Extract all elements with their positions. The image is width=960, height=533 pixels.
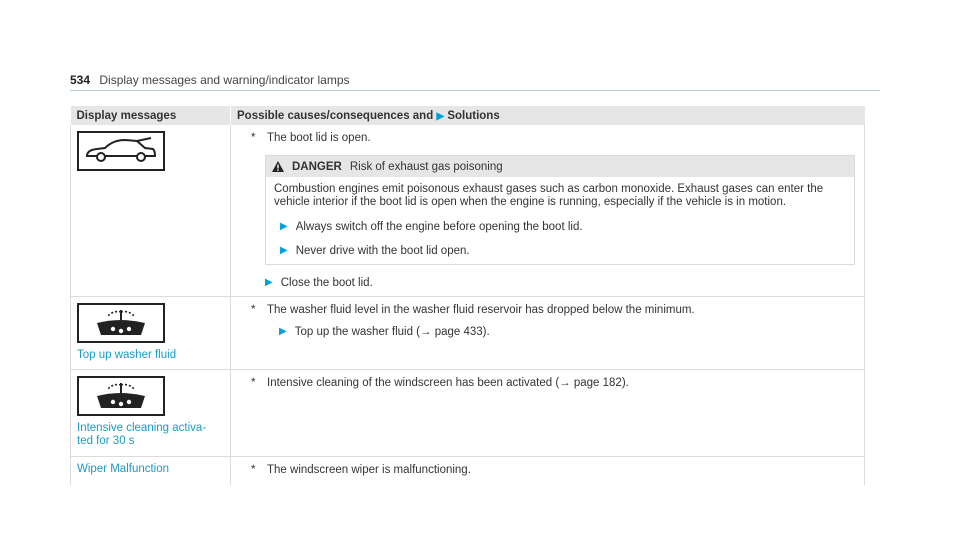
display-cell (71, 370, 231, 457)
causes-cell (231, 125, 865, 297)
header-divider (70, 90, 880, 91)
cause-item: * The washer fluid level in the washer fluid reservoir has dropped below the minimum. (251, 304, 695, 316)
column-header-display-messages: Display messages (71, 106, 231, 125)
display-cell (71, 457, 231, 486)
step-arrow-icon: ▶ (265, 277, 273, 288)
display-messages-table (70, 106, 865, 485)
page-number: 534 (70, 73, 91, 87)
intensive-cleaning-icon (77, 376, 165, 416)
boot-lid-open-icon (77, 131, 165, 171)
cause-item: * The boot lid is open. (251, 132, 371, 144)
table-row (71, 457, 865, 486)
danger-header (266, 156, 854, 177)
cause-item: * The windscreen wiper is malfunctioning. (251, 464, 471, 476)
table-row (71, 297, 865, 370)
page-title: Display messages and warning/indicator lamps (99, 73, 350, 87)
danger-title: Risk of exhaust gas poisoning (349, 160, 503, 173)
table-row (71, 125, 865, 297)
message-label-intensive-cleaning: Intensive cleaning activa- ted for 30 s (77, 422, 207, 447)
step-arrow-icon: ▶ (279, 326, 287, 337)
danger-step: ▶ Always switch off the engine before opening the boot lid. (280, 221, 583, 233)
danger-notice (265, 155, 855, 265)
table-row (71, 370, 865, 457)
danger-label: DANGER (292, 160, 342, 173)
column-header-causes: Possible causes/consequences and ▶ Solutions (231, 106, 865, 125)
step-arrow-icon: ▶ (280, 221, 288, 232)
display-cell (71, 297, 231, 370)
causes-cell (231, 370, 865, 457)
washer-fluid-icon (77, 303, 165, 343)
warning-triangle-icon (272, 161, 284, 172)
solution-step: ▶ Close the boot lid. (265, 277, 373, 289)
causes-cell (231, 297, 865, 370)
message-label-top-up-washer-fluid: Top up washer fluid (77, 349, 177, 361)
display-cell (71, 125, 231, 297)
danger-text: Combustion engines emit poisonous exhaust gases such as carbon monoxide. Exhaust gases can enter the vehicle interior if the boot lid is open when the engine is running, especially if the vehicle is in motion. (274, 183, 824, 208)
table-header-row (71, 106, 865, 125)
cause-item: * Intensive cleaning of the windscreen has been activated (→ page 182). (251, 377, 629, 389)
step-arrow-icon: ▶ (280, 245, 288, 256)
page-header (70, 73, 350, 87)
causes-cell (231, 457, 865, 486)
danger-body (266, 177, 854, 264)
message-label-wiper-malfunction: Wiper Malfunction (77, 463, 170, 475)
solution-step: ▶ Top up the washer fluid (→ page 433). (279, 326, 490, 338)
danger-step: ▶ Never drive with the boot lid open. (280, 245, 470, 257)
solution-arrow-icon: ▶ (436, 110, 445, 122)
